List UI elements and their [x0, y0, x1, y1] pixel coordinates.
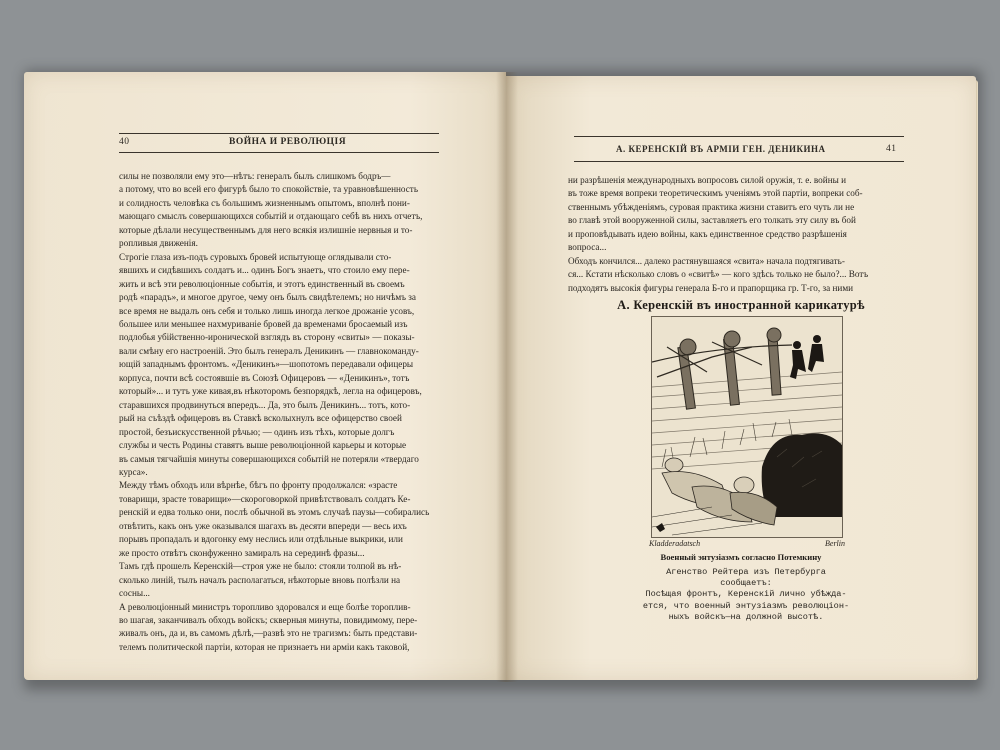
- caption-line: ется, что военный энтузiазмъ революцiон-: [642, 600, 850, 611]
- text-line: а потому, что во всей его фигурѣ было то спокойствiе, та уравновѣшенность: [119, 184, 419, 195]
- text-line: ся... Кстати нѣсколько словъ о «свитѣ» — кого здѣсь только не было?... Вотъ: [568, 269, 869, 280]
- text-line: ственнымъ убѣжденiямъ, суровая практика жизни ставитъ его чуть ли не: [568, 201, 855, 212]
- text-line: Обходъ кончился... далеко растянувшаяся «свита» начала подтягивать-: [568, 255, 845, 266]
- text-line: живалъ онъ, да и, въ самомъ дѣлѣ,—развѣ это не трагизмъ: быть представи-: [119, 628, 418, 639]
- caption-source-right: Berlin: [825, 539, 845, 548]
- caption-line: ныхъ войскъ—на должной высотѣ.: [668, 611, 824, 622]
- text-line: родѣ «парадъ», и многое другое, чему онъ былъ свидѣтелемъ; но ничѣмъ за: [119, 292, 416, 303]
- left-header-rule-bottom: [119, 152, 439, 153]
- caption-line: Посѣщая фронтъ, Керенскiй лично убѣжда-: [645, 589, 847, 600]
- left-page-number: 40: [119, 137, 130, 147]
- text-line: А революцiонный министръ торопливо здоровался и еще болѣе тороплив-: [119, 601, 411, 612]
- text-line: телемъ политической партiи, которая не признаетъ ни армiи какъ таковой,: [119, 641, 410, 652]
- text-line: ренскiй и едва только они, послѣ обычной въ этомъ случаѣ паузы—собирались: [119, 507, 430, 518]
- caption-line: Агенство Рейтера изъ Петербурга сообщаетъ:: [666, 567, 826, 589]
- caption-title: Военный энтузiазмъ согласно Потемкину: [660, 552, 822, 562]
- right-running-head: А. КЕРЕНСКIЙ ВЪ АРМIИ ГЕН. ДЕНИКИНА: [616, 144, 826, 154]
- text-line: службы и честь Родины ставятъ выше революцiонной карьеры и которые: [119, 440, 407, 451]
- caption-source-left: Kladderadatsch: [649, 539, 701, 548]
- text-line: которые дѣлали несущественнымъ для него всякiя излишнiе нервныя и то-: [119, 224, 413, 235]
- left-header-rule-top: [119, 133, 439, 134]
- text-line: мающаго смыслъ совершающихся событiй и отдающаго себѣ въ нихъ отчетъ,: [119, 211, 423, 222]
- text-line: вопроса...: [568, 242, 607, 253]
- text-line: отвѣтить, какъ онъ уже оказывался шагахъ въ десяти впереди — весь ихъ: [119, 520, 407, 531]
- text-line: подлобья убiйственно-иронической взглядъ въ сторону «свиты» — показы-: [119, 332, 415, 343]
- right-body-text: [568, 174, 913, 295]
- left-body-text: [119, 170, 449, 654]
- text-line: сосны...: [119, 588, 150, 599]
- text-line: жить и всѣ эти революцiонные событiя, и этотъ единственный въ своемъ: [119, 278, 405, 289]
- text-line: и солидность человѣка съ большимъ жизненнымъ опытомъ, вполнѣ пони-: [119, 197, 410, 208]
- text-line: товарищи, зрасте товарищи»—скороговоркой привѣтствовалъ солдатъ Ке-: [119, 493, 411, 504]
- caricature-drawing: [652, 317, 842, 537]
- text-line: и проповѣдывать идею войны, какъ единственное средство разрѣшенiя: [568, 228, 847, 239]
- text-line: явшихъ и сидѣвшихъ солдатъ и... одинъ Богъ знаетъ, что стоило ему пере-: [119, 265, 410, 276]
- text-line: ни разрѣшенiя международныхъ вопросовъ силой оружiя, т. е. войны и: [568, 175, 846, 185]
- text-line: во главѣ этой вооруженной силы, заставляетъ его толкать эту силу въ бой: [568, 215, 856, 226]
- right-header-rule-bottom: [574, 161, 904, 162]
- text-line: большее или меньшее нахмуриванiе бровей да временами бросаемый изъ: [119, 318, 408, 329]
- caption-text: [641, 567, 851, 623]
- text-line: сколько линiй, тылъ началъ располагаться, нѣкоторые вновь полѣзли на: [119, 574, 401, 585]
- section-heading: А. Керенскiй въ иностранной карикатурѣ: [617, 298, 865, 312]
- text-line: все время не выдалъ онъ себя и только лишь иногда легкое дрожанiе усовъ,: [119, 305, 415, 316]
- left-running-head: ВОЙНА И РЕВОЛЮЦIЯ: [229, 137, 347, 147]
- text-line: старавшихся продвинуться впередъ... Да, это былъ Деникинъ... тотъ, кото-: [119, 399, 411, 410]
- right-page: [506, 76, 976, 680]
- text-line: ропливыя движенiя.: [119, 238, 198, 249]
- text-line: вали смѣну его настроенiй. Это былъ генералъ Деникинъ — главнокоманду-: [119, 345, 419, 356]
- right-header-rule-top: [574, 136, 904, 137]
- text-line: въ самыя тягчайшiя минуты совершающихся событiй не потеряли «твердаго: [119, 453, 419, 464]
- text-line: рый на съѣздѣ офицеровъ въ Ставкѣ всколыхнулъ все офицерство своей: [119, 413, 402, 424]
- text-line: корпуса, почти всѣ состоявшiе въ Союзѣ Офицеровъ — «Деникинъ», тотъ: [119, 372, 410, 383]
- text-line: силы не позволяли ему это—нѣтъ: генералъ былъ слишкомъ бодръ—: [119, 171, 391, 181]
- text-line: Строгiе глаза изъ-подъ суровыхъ бровей испытующе оглядывали сто-: [119, 251, 392, 262]
- book-gutter: [496, 72, 518, 682]
- text-line: ющiй западнымъ фронтомъ. «Деникинъ»—шопотомъ передавали офицеры: [119, 359, 414, 370]
- text-line: порывъ пропадалъ и вдогонку ему неслись или отдѣльные выкрики, или: [119, 534, 403, 545]
- text-line: въ тоже время вопреки теоретическимъ ученiямъ этой партiи, вопреки соб-: [568, 188, 863, 199]
- text-line: подходятъ высокiя фигуры генерала Б-го и прапорщика гр. Т-го, за ними: [568, 282, 854, 293]
- text-line: который»... и тутъ уже кивая,въ нѣкоторомъ безпорядкѣ, легла на офицеровъ,: [119, 386, 422, 397]
- text-line: во шагая, заканчивалъ обходъ войскъ; скверныя минуты, повидимому, пере-: [119, 614, 418, 625]
- right-page-number: 41: [886, 144, 897, 154]
- caricature-illustration: [651, 316, 843, 538]
- text-line: же просто отвѣтъ сконфуженно замиралъ на серединѣ фразы...: [119, 547, 365, 558]
- text-line: курса».: [119, 466, 148, 477]
- text-line: простой, безъискусственной рѣчью; — одинъ изъ тѣхъ, которые долгъ: [119, 426, 395, 437]
- text-line: Между тѣмъ обходъ или вѣрнѣе, бѣгъ по фронту продолжался: «зрасте: [119, 480, 398, 491]
- left-page: [24, 72, 506, 680]
- text-line: Тамъ гдѣ прошелъ Керенскiй—строя уже не было: стояли толпой въ нѣ-: [119, 561, 402, 572]
